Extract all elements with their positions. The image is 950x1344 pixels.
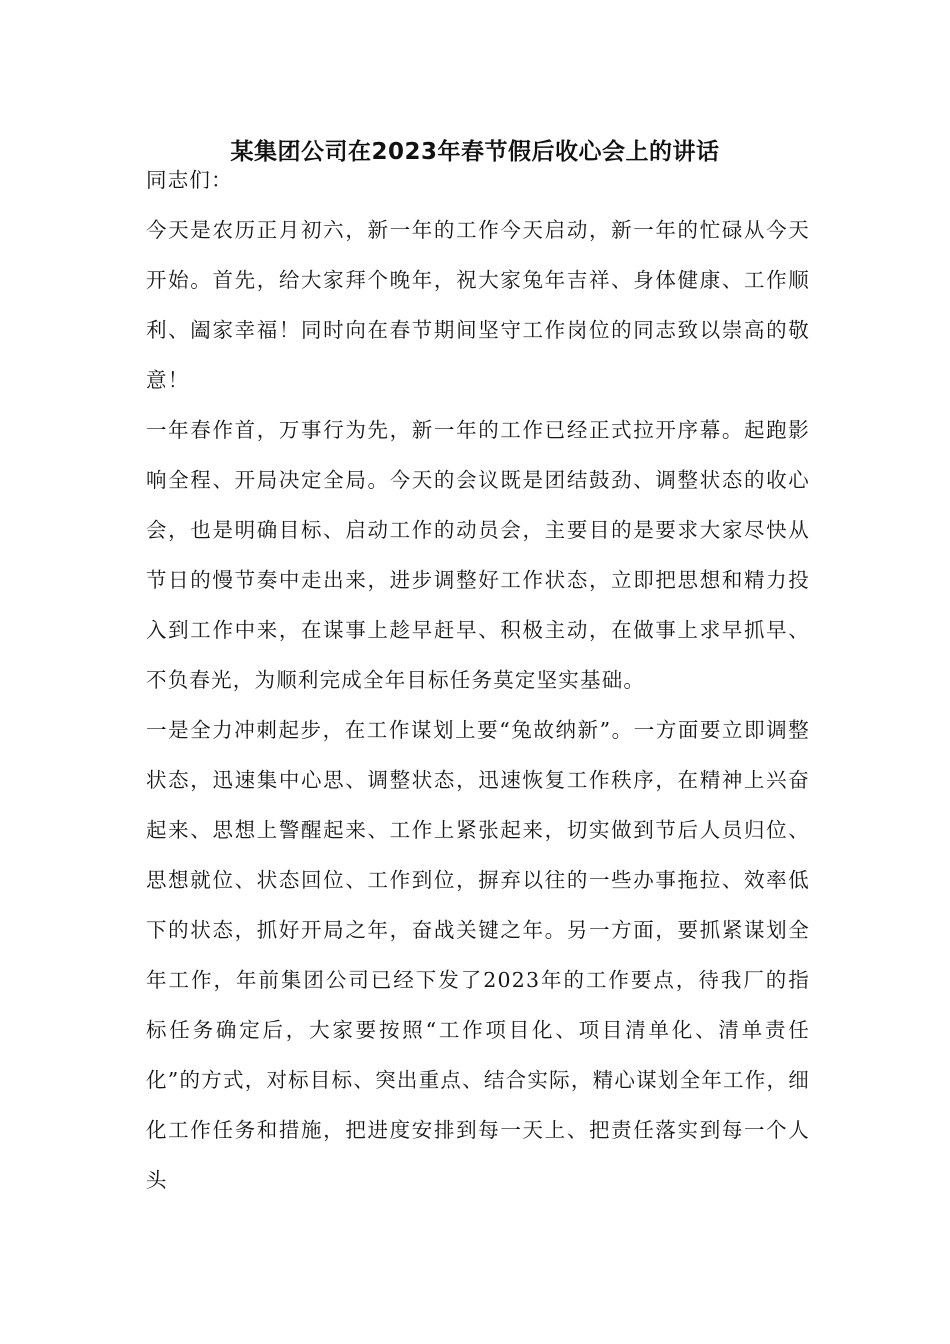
document-body xyxy=(146,155,810,1205)
paragraph: 一年春作首，万事行为先，新一年的工作已经正式拉开序幕。起跑影响全程、开局决定全局。今天的会议既是团结鼓劲、调整状态的收心会，也是明确目标、启动工作的动员会，主要目的是要求大家尽快从节日的慢节奏中走出来，进步调整好工作状态，立即把思想和精力投入到工作中来，在谋事上趁早赶早、积极主动，在做事上求早抓早、不负春光，为顺利完成全年目标任务莫定坚实基础。 xyxy=(146,418,810,692)
salutation: 同志们： xyxy=(146,168,233,192)
paragraph: 一是全力冲刺起步，在工作谋划上要“兔故纳新”。一方面要立即调整状态，迅速集中心思、调整状态，迅速恢复工作秩序，在精神上兴奋起来、思想上警醒起来、工作上紧张起来，切实做到节后人员归位、思想就位、状态回位、工作到位，摒弃以往的一些办事拖拉、效率低下的状态，抓好开局之年，奋战关键之年。另一方面，要抓紧谋划全年工作，年前集团公司已经下发了2023年的工作要点，待我厂的指标任务确定后，大家要按照“工作项目化、项目清单化、清单责任化”的方式，对标目标、突出重点、结合实际，精心谋划全年工作，细化工作任务和措施，把进度安排到每一天上、把责任落实到每一个人头 xyxy=(146,718,810,1192)
paragraph: 今天是农历正月初六，新一年的工作今天启动，新一年的忙碌从今天开始。首先，给大家拜个晚年，祝大家兔年吉祥、身体健康、工作顺利、阖家幸福！同时向在春节期间坚守工作岗位的同志致以崇高的敬意！ xyxy=(146,218,810,392)
document-title: 某集团公司在2023年春节假后收心会上的讲话 xyxy=(230,139,720,165)
